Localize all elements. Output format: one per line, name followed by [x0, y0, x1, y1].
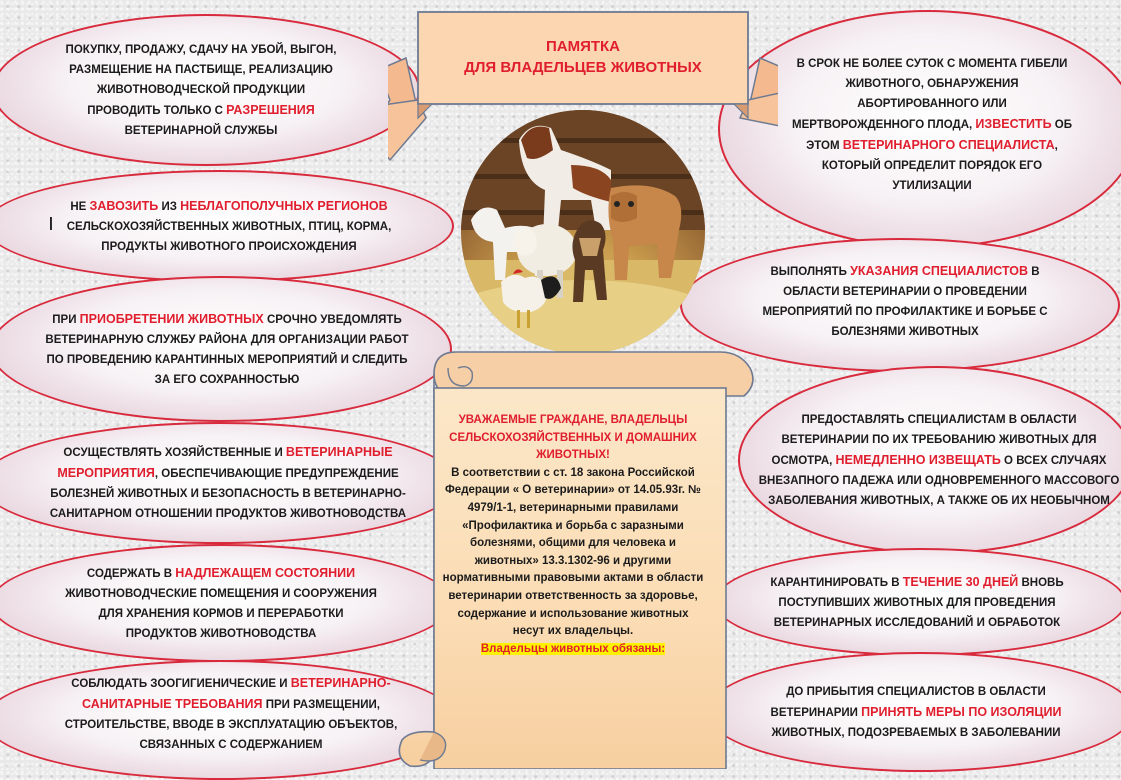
left-item-5-text: СОДЕРЖАТЬ В НАДЛЕЖАЩЕМ СОСТОЯНИИ ЖИВОТНОВОДЧЕСКИЕ ПОМЕЩЕНИЯ И СООРУЖЕНИЯ ДЛЯ ХРАНЕНИЯ КОРМОВ И ПЕРЕРАБОТКИ ПРОДУКТОВ ЖИВОТНОВОДСТВА — [65, 565, 377, 640]
title-line-1: ПАМЯТКА — [545, 38, 621, 55]
left-item-4 — [0, 422, 458, 544]
right-item-5 — [706, 652, 1121, 772]
left-item-1-text: ПОКУПКУ, ПРОДАЖУ, СДАЧУ НА УБОЙ, ВЫГОН, РАЗМЕЩЕНИЕ НА ПАСТБИЩЕ, РЕАЛИЗАЦИЮ ЖИВОТНОВОДЧЕСКОЙ ПРОДУКЦИИ ПРОВОДИТЬ ТОЛЬКО С РАЗРЕШЕНИЯ ВЕТЕРИНАРНОЙ СЛУЖБЫ — [65, 43, 337, 137]
scroll-footer — [442, 641, 704, 659]
right-item-3-text: ПРЕДОСТАВЛЯТЬ СПЕЦИАЛИСТАМ В ОБЛАСТИ ВЕТЕРИНАРИИ ПО ИХ ТРЕБОВАНИЮ ЖИВОТНЫХ ДЛЯ ОСМОТРА, НЕМЕДЛЕННО ИЗВЕЩАТЬ О ВСЕХ СЛУЧАЯХ ВНЕЗАПНОГО ПАДЕЖА ИЛИ ОДНОВРЕМЕННОГО МАССОВОГО ЗАБОЛЕВАНИЯ ЖИВОТНЫХ, А ТАКЖЕ ОБ ИХ НЕОБЫЧНОМ — [758, 413, 1120, 507]
right-item-5-text: ДО ПРИБЫТИЯ СПЕЦИАЛИСТОВ В ОБЛАСТИ ВЕТЕРИНАРИИ ПРИНЯТЬ МЕРЫ ПО ИЗОЛЯЦИИ ЖИВОТНЫХ, ПОДОЗРЕВАЕМЫХ В ЗАБОЛЕВАНИИ — [770, 685, 1062, 739]
right-item-4 — [714, 548, 1121, 656]
right-item-1 — [718, 10, 1121, 248]
left-item-4-text: ОСУЩЕСТВЛЯТЬ ХОЗЯЙСТВЕННЫЕ И ВЕТЕРИНАРНЫЕ МЕРОПРИЯТИЯ, ОБЕСПЕЧИВАЮЩИЕ ПРЕДУПРЕЖДЕНИЕ БОЛЕЗНЕЙ ЖИВОТНЫХ И БЕЗОПАСНОСТЬ В ВЕТЕРИНАРНО-САНИТАРНОМ ОТНОШЕНИИ ПРОДУКТОВ ЖИВОТНОВОДСТВА — [49, 445, 407, 520]
right-item-2-text: ВЫПОЛНЯТЬ УКАЗАНИЯ СПЕЦИАЛИСТОВ В ОБЛАСТИ ВЕТЕРИНАРИИ О ПРОВЕДЕНИИ МЕРОПРИЯТИЙ ПО ПРОФИЛАКТИКЕ И БОРЬБЕ С БОЛЕЗНЯМИ ЖИВОТНЫХ — [762, 263, 1048, 338]
left-item-1 — [0, 14, 420, 166]
owners-obliged-label: Владельцы животных обязаны: — [480, 642, 666, 655]
text-cursor: | — [49, 214, 53, 230]
right-item-1-text: В СРОК НЕ БОЛЕЕ СУТОК С МОМЕНТА ГИБЕЛИ ЖИВОТНОГО, ОБНАРУЖЕНИЯ АБОРТИРОВАННОГО ИЛИ МЕРТВОРОЖДЕННОГО ПЛОДА, ИЗВЕСТИТЬ ОБ ЭТОМ ВЕТЕРИНАРНОГО СПЕЦИАЛИСТА, КОТОРЫЙ ОПРЕДЕЛИТ ПОРЯДОК ЕГО УТИЛИЗАЦИИ — [792, 58, 1072, 192]
left-item-6-text: СОБЛЮДАТЬ ЗООГИГИЕНИЧЕСКИЕ И ВЕТЕРИНАРНО-САНИТАРНЫЕ ТРЕБОВАНИЯ ПРИ РАЗМЕЩЕНИИ, СТРОИТЕЛЬСТВЕ, ВВОДЕ В ЭКСПЛУАТАЦИЮ ОБЪЕКТОВ, СВЯЗАННЫХ С СОДЕРЖАНИЕМ — [64, 676, 398, 751]
left-item-3 — [0, 276, 452, 422]
scroll-body: В соответствии с ст. 18 закона Российской Федерации « О ветеринарии» от 14.05.93г. № 4979/1-1, ветеринарными правилами «Профилактика и борьба с заразными болезнями, общими для человека и животных» 13.3.1302-96 и другими нормативными правовыми актами в области ветеринарии ответственность за здоровье, содержание и использование животных несут их владельцы. — [442, 466, 704, 638]
law-scroll — [394, 346, 760, 769]
title-banner — [388, 0, 778, 200]
scroll-text — [442, 412, 704, 658]
right-item-3 — [738, 366, 1121, 554]
left-item-2 — [0, 170, 454, 282]
page-title — [424, 36, 742, 78]
left-item-2-text: НЕ ЗАВОЗИТЬ ИЗ НЕБЛАГОПОЛУЧНЫХ РЕГИОНОВ СЕЛЬСКОХОЗЯЙСТВЕННЫХ ЖИВОТНЫХ, ПТИЦ, КОРМА, ПРОДУКТЫ ЖИВОТНОГО ПРОИСХОЖДЕНИЯ — [66, 198, 392, 253]
title-line-2: ДЛЯ ВЛАДЕЛЬЦЕВ ЖИВОТНЫХ — [464, 59, 702, 76]
scroll-heading: УВАЖАЕМЫЕ ГРАЖДАНЕ, ВЛАДЕЛЬЦЫ СЕЛЬСКОХОЗЯЙСТВЕННЫХ И ДОМАШНИХ ЖИВОТНЫХ! — [449, 414, 697, 462]
banner-shape — [388, 0, 778, 200]
left-item-3-text: ПРИ ПРИОБРЕТЕНИИ ЖИВОТНЫХ СРОЧНО УВЕДОМЛЯТЬ ВЕТЕРИНАРНУЮ СЛУЖБУ РАЙОНА ДЛЯ ОРГАНИЗАЦИИ РАБОТ ПО ПРОВЕДЕНИЮ КАРАНТИННЫХ МЕРОПРИЯТИЙ И СЛЕДИТЬ ЗА ЕГО СОХРАННОСТЬЮ — [45, 311, 409, 386]
right-item-4-text: КАРАНТИНИРОВАТЬ В ТЕЧЕНИЕ 30 ДНЕЙ ВНОВЬ ПОСТУПИВШИХ ЖИВОТНЫХ ДЛЯ ПРОВЕДЕНИЯ ВЕТЕРИНАРНЫХ ИССЛЕДОВАНИЙ И ОБРАБОТОК — [770, 574, 1064, 629]
left-item-6 — [0, 660, 458, 780]
left-item-5 — [0, 544, 452, 662]
